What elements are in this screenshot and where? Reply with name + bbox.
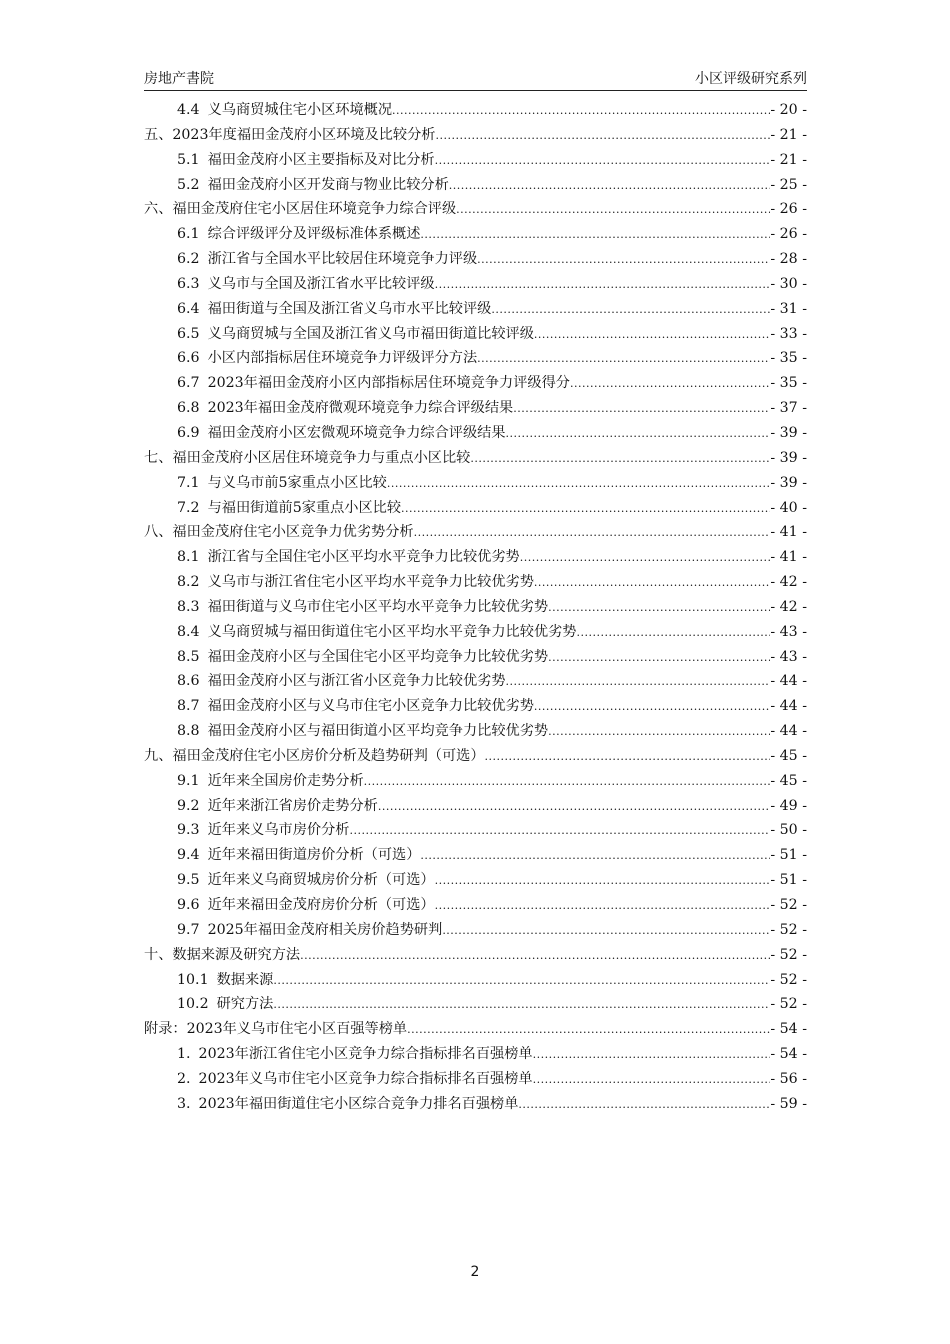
toc-entry-number: 10.1	[177, 971, 209, 988]
toc-entry-page: - 35 -	[770, 375, 807, 392]
toc-entry-number: 6.8	[177, 400, 200, 417]
header-series-title: 小区评级研究系列	[695, 71, 807, 87]
toc-entry-page: - 52 -	[770, 921, 807, 938]
toc-entry-number: 9.2	[177, 797, 200, 814]
toc-entry[interactable]	[144, 521, 807, 546]
toc-leader-dots	[506, 673, 771, 689]
toc-entry-number: 6.4	[177, 300, 200, 317]
toc-leader-dots	[378, 798, 770, 814]
toc-entry-title: 综合评级评分及评级标准体系概述	[207, 226, 421, 243]
toc-entry-number: 9.1	[177, 772, 200, 789]
toc-entry-title: 福田金茂府小区主要指标及对比分析	[207, 151, 435, 168]
toc-entry-page: - 43 -	[770, 648, 807, 665]
toc-entry[interactable]	[144, 497, 807, 522]
toc-entry-page: - 42 -	[770, 574, 807, 591]
toc-entry-number: 6.1	[177, 226, 200, 243]
toc-entry-page: - 52 -	[770, 996, 807, 1013]
toc-entry-title: 七、福田金茂府小区居住环境竞争力与重点小区比较	[144, 449, 471, 466]
toc-entry-number: 9.4	[177, 847, 200, 864]
toc-leader-dots	[534, 698, 770, 714]
toc-entry[interactable]	[144, 174, 807, 199]
toc-entry-number: 1.	[177, 1046, 191, 1063]
toc-entry-title: 十、数据来源及研究方法	[144, 946, 301, 963]
toc-leader-dots	[456, 201, 770, 217]
toc-entry-title: 近年来全国房价走势分析	[207, 772, 364, 789]
toc-entry-title: 近年来义乌市房价分析	[207, 822, 350, 839]
toc-entry-number: 6.3	[177, 275, 200, 292]
toc-entry-title: 浙江省与全国住宅小区平均水平竞争力比较优劣势	[207, 549, 520, 566]
toc-entry-page: - 35 -	[770, 350, 807, 367]
toc-leader-dots	[548, 599, 770, 615]
toc-entry-title: 研究方法	[216, 996, 274, 1013]
toc-entry-number: 2.	[177, 1070, 191, 1087]
toc-entry-title: 近年来福田金茂府房价分析（可选）	[207, 897, 435, 913]
toc-entry[interactable]	[144, 323, 807, 348]
toc-entry-number: 3.	[177, 1095, 191, 1112]
toc-entry-number: 8.8	[177, 723, 200, 740]
toc-entry[interactable]	[144, 770, 807, 795]
toc-entry-title: 附录：2023年义乌市住宅小区百强等榜单	[144, 1021, 408, 1038]
toc-entry[interactable]	[144, 993, 807, 1018]
header-publisher: 房地产書院	[144, 71, 214, 87]
toc-entry-page: - 39 -	[770, 424, 807, 441]
toc-entry-page: - 50 -	[770, 822, 807, 839]
toc-leader-dots	[435, 872, 771, 888]
toc-entry-page: - 39 -	[770, 449, 807, 466]
toc-entry[interactable]	[144, 447, 807, 472]
toc-entry-number: 8.2	[177, 574, 200, 591]
toc-entry-number: 5.2	[177, 176, 200, 193]
toc-entry-page: - 40 -	[770, 499, 807, 516]
toc-entry[interactable]	[144, 819, 807, 844]
toc-entry-page: - 43 -	[770, 623, 807, 640]
toc-entry-title: 福田街道与义乌市住宅小区平均水平竞争力比较优劣势	[207, 598, 549, 615]
toc-leader-dots	[506, 425, 771, 441]
toc-entry-page: - 31 -	[770, 300, 807, 317]
toc-leader-dots	[300, 947, 770, 963]
toc-entry-page: - 54 -	[770, 1046, 807, 1063]
toc-leader-dots	[576, 624, 770, 640]
toc-entry[interactable]	[144, 397, 807, 422]
toc-entry[interactable]	[144, 1043, 807, 1068]
toc-entry-title: 八、福田金茂府住宅小区竞争力优劣势分析	[144, 524, 414, 541]
toc-leader-dots	[435, 897, 771, 913]
toc-entry-page: - 37 -	[770, 400, 807, 417]
toc-entry-title: 与福田街道前5家重点小区比较	[207, 499, 402, 516]
toc-entry[interactable]	[144, 472, 807, 497]
toc-leader-dots	[485, 748, 771, 764]
toc-entry[interactable]	[144, 124, 807, 149]
toc-entry-number: 4.4	[177, 102, 200, 118]
toc-entry-title: 福田街道与全国及浙江省义乌市水平比较评级	[207, 300, 492, 317]
toc-entry-page: - 20 -	[770, 102, 807, 118]
toc-leader-dots	[534, 326, 770, 342]
toc-entry-title: 福田金茂府小区开发商与物业比较分析	[207, 176, 449, 193]
table-of-contents	[144, 99, 807, 1118]
toc-entry-title: 2023年福田金茂府小区内部指标居住环境竞争力评级得分	[207, 375, 570, 392]
toc-entry[interactable]	[144, 422, 807, 447]
toc-entry[interactable]	[144, 273, 807, 298]
toc-entry[interactable]	[144, 695, 807, 720]
toc-entry-number: 7.2	[177, 499, 200, 516]
toc-entry-page: - 26 -	[770, 226, 807, 243]
toc-entry-title: 小区内部指标居住环境竞争力评级评分方法	[207, 350, 478, 367]
toc-entry-number: 8.4	[177, 623, 200, 640]
toc-entry[interactable]	[144, 795, 807, 820]
toc-leader-dots	[570, 375, 770, 391]
toc-entry[interactable]	[144, 844, 807, 869]
toc-entry-page: - 56 -	[770, 1070, 807, 1087]
page-header	[144, 66, 807, 88]
toc-entry-title: 五、2023年度福田金茂府小区环境及比较分析	[144, 126, 436, 143]
toc-entry[interactable]	[144, 198, 807, 223]
toc-leader-dots	[420, 226, 770, 242]
toc-entry[interactable]	[144, 646, 807, 671]
toc-entry[interactable]	[144, 894, 807, 919]
toc-entry-title: 福田金茂府小区与义乌市住宅小区竞争力比较优劣势	[207, 698, 534, 715]
toc-leader-dots	[533, 1046, 771, 1062]
toc-entry-page: - 41 -	[770, 524, 807, 541]
toc-entry[interactable]	[144, 99, 807, 124]
toc-entry-page: - 49 -	[770, 797, 807, 814]
toc-entry-page: - 51 -	[770, 872, 807, 889]
toc-entry-title: 近年来福田街道房价分析（可选）	[207, 847, 421, 864]
toc-entry-page: - 54 -	[770, 1021, 807, 1038]
toc-leader-dots	[477, 350, 770, 366]
toc-leader-dots	[477, 251, 770, 267]
toc-leader-dots	[491, 301, 770, 317]
header-divider	[144, 90, 807, 91]
toc-entry-number: 6.9	[177, 424, 200, 441]
toc-entry-number: 6.5	[177, 325, 200, 342]
toc-leader-dots	[435, 276, 771, 292]
toc-entry-page: - 51 -	[770, 847, 807, 864]
toc-entry[interactable]	[144, 223, 807, 248]
toc-entry-number: 8.5	[177, 648, 200, 665]
toc-entry-page: - 45 -	[770, 747, 807, 764]
toc-entry-page: - 41 -	[770, 549, 807, 566]
toc-entry-page: - 52 -	[770, 946, 807, 963]
toc-entry-page: - 21 -	[770, 126, 807, 143]
toc-entry-number: 8.6	[177, 673, 200, 690]
toc-entry-page: - 45 -	[770, 772, 807, 789]
toc-entry-number: 9.3	[177, 822, 200, 839]
toc-entry-title: 义乌商贸城住宅小区环境概况	[207, 102, 393, 118]
toc-entry-title: 义乌市与全国及浙江省水平比较评级	[207, 275, 435, 292]
toc-leader-dots	[414, 524, 771, 540]
toc-entry-title: 义乌商贸城与福田街道住宅小区平均水平竞争力比较优劣势	[207, 623, 577, 640]
toc-entry-page: - 44 -	[770, 673, 807, 690]
toc-entry-page: - 52 -	[770, 971, 807, 988]
toc-entry-number: 8.1	[177, 549, 200, 566]
toc-entry[interactable]	[144, 621, 807, 646]
toc-entry[interactable]	[144, 546, 807, 571]
toc-entry-page: - 42 -	[770, 598, 807, 615]
toc-entry-title: 福田金茂府小区与福田街道小区平均竞争力比较优劣势	[207, 723, 549, 740]
toc-leader-dots	[518, 1096, 770, 1112]
toc-entry-title: 近年来义乌商贸城房价分析（可选）	[207, 872, 435, 889]
toc-entry-number: 7.1	[177, 474, 200, 491]
toc-entry-page: - 26 -	[770, 201, 807, 218]
toc-entry[interactable]	[144, 944, 807, 969]
toc-leader-dots	[442, 922, 770, 938]
toc-entry-number: 6.6	[177, 350, 200, 367]
toc-leader-dots	[273, 972, 770, 988]
toc-leader-dots	[435, 152, 771, 168]
toc-leader-dots	[520, 549, 771, 565]
toc-entry-number: 6.2	[177, 251, 200, 268]
toc-leader-dots	[349, 822, 770, 838]
toc-entry[interactable]	[144, 347, 807, 372]
toc-leader-dots	[273, 996, 770, 1012]
toc-entry-title: 义乌商贸城与全国及浙江省义乌市福田街道比较评级	[207, 325, 534, 342]
toc-entry[interactable]	[144, 372, 807, 397]
toc-entry[interactable]	[144, 149, 807, 174]
toc-entry[interactable]	[144, 969, 807, 994]
toc-entry-number: 6.7	[177, 375, 200, 392]
toc-entry[interactable]	[144, 248, 807, 273]
toc-entry[interactable]	[144, 1093, 807, 1118]
toc-leader-dots	[435, 127, 770, 143]
toc-entry-number: 9.6	[177, 897, 200, 913]
toc-entry-page: - 30 -	[770, 275, 807, 292]
toc-entry-page: - 25 -	[770, 176, 807, 193]
toc-leader-dots	[364, 773, 771, 789]
toc-entry-title: 与义乌市前5家重点小区比较	[207, 474, 387, 491]
toc-leader-dots	[449, 177, 771, 193]
toc-leader-dots	[470, 450, 770, 466]
toc-entry-title: 九、福田金茂府住宅小区房价分析及趋势研判（可选）	[144, 747, 485, 764]
toc-entry-title: 福田金茂府小区与全国住宅小区平均竞争力比较优劣势	[207, 648, 549, 665]
toc-entry-number: 8.7	[177, 698, 200, 715]
toc-entry[interactable]	[144, 720, 807, 745]
toc-entry-title: 2023年福田金茂府微观环境竞争力综合评级结果	[207, 400, 514, 417]
toc-entry-title: 六、福田金茂府住宅小区居住环境竞争力综合评级	[144, 201, 457, 218]
toc-entry-page: - 28 -	[770, 251, 807, 268]
toc-entry-number: 9.5	[177, 872, 200, 889]
toc-entry[interactable]	[144, 596, 807, 621]
toc-entry-title: 浙江省与全国水平比较居住环境竞争力评级	[207, 251, 478, 268]
toc-entry-title: 福田金茂府小区与浙江省小区竞争力比较优劣势	[207, 673, 506, 690]
toc-leader-dots	[513, 400, 770, 416]
toc-entry-number: 9.7	[177, 921, 200, 938]
toc-entry[interactable]	[144, 298, 807, 323]
toc-leader-dots	[548, 649, 770, 665]
toc-entry-number: 10.2	[177, 996, 209, 1013]
toc-entry[interactable]	[144, 670, 807, 695]
toc-entry-title: 福田金茂府小区宏微观环境竞争力综合评级结果	[207, 424, 506, 441]
toc-leader-dots	[392, 102, 770, 118]
toc-leader-dots	[401, 500, 770, 516]
toc-entry-title: 2023年义乌市住宅小区竞争力综合指标排名百强榜单	[198, 1070, 533, 1087]
toc-entry-title: 2023年福田街道住宅小区综合竞争力排名百强榜单	[198, 1095, 519, 1112]
toc-entry[interactable]	[144, 869, 807, 894]
toc-entry-page: - 52 -	[770, 897, 807, 913]
toc-entry[interactable]	[144, 745, 807, 770]
toc-entry-page: - 33 -	[770, 325, 807, 342]
toc-entry[interactable]	[144, 919, 807, 944]
page-number: 2	[470, 1264, 480, 1280]
toc-entry-page: - 39 -	[770, 474, 807, 491]
toc-entry[interactable]	[144, 1018, 807, 1043]
toc-entry-page: - 21 -	[770, 151, 807, 168]
toc-entry-title: 义乌市与浙江省住宅小区平均水平竞争力比较优劣势	[207, 574, 534, 591]
toc-entry-page: - 44 -	[770, 698, 807, 715]
toc-entry-title: 2025年福田金茂府相关房价趋势研判	[207, 921, 443, 938]
toc-leader-dots	[420, 847, 770, 863]
toc-leader-dots	[387, 475, 770, 491]
toc-entry-page: - 59 -	[770, 1095, 807, 1112]
toc-entry-number: 5.1	[177, 151, 200, 168]
toc-entry[interactable]	[144, 571, 807, 596]
toc-entry-title: 近年来浙江省房价走势分析	[207, 797, 378, 814]
toc-entry-title: 数据来源	[216, 971, 274, 988]
toc-leader-dots	[407, 1021, 770, 1037]
toc-leader-dots	[534, 574, 770, 590]
toc-leader-dots	[533, 1071, 771, 1087]
toc-leader-dots	[548, 723, 770, 739]
toc-entry[interactable]	[144, 1068, 807, 1093]
toc-entry-title: 2023年浙江省住宅小区竞争力综合指标排名百强榜单	[198, 1046, 533, 1063]
toc-entry-number: 8.3	[177, 598, 200, 615]
toc-entry-page: - 44 -	[770, 723, 807, 740]
